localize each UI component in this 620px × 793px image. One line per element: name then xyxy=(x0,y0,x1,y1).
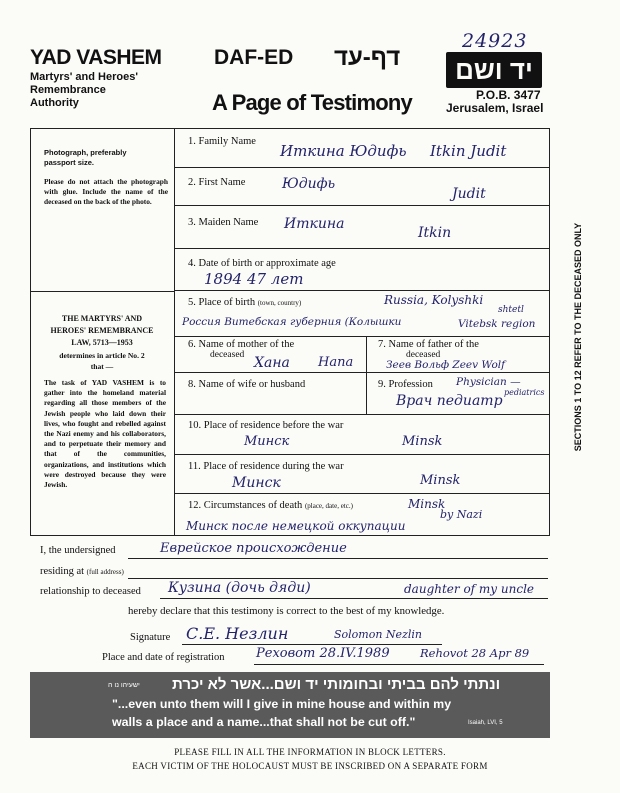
task-text: The task of YAD VASHEM is to gather into the homeland material regarding all those members of the Jewish people who laid down their lives, who fought and rebelled against the Nazi enemy and his collaborators, and to perpetuate their memory and that of the communities, organizations, and institutions which were destroyed because they were Jewish. xyxy=(44,378,166,490)
row-line-5 xyxy=(174,336,550,337)
pob: P.O.B. 3477 xyxy=(476,88,541,102)
maiden-name-value-ru[interactable]: Иткина xyxy=(284,216,345,232)
circumstances-value-ru[interactable]: Минск после немецкой оккупации xyxy=(186,519,406,533)
circumstances-value-en[interactable]: Minsk xyxy=(408,497,446,511)
isaiah-banner xyxy=(30,672,550,738)
residing-label-small: (full address) xyxy=(86,568,124,576)
footer-line2: EACH VICTIM OF THE HOLOCAUST MUST BE INSCRIBED ON A SEPARATE FORM xyxy=(132,761,488,771)
residence-before-war-label: 10. Place of residence before the war xyxy=(188,420,344,431)
law-line-2: HEROES' REMEMBRANCE xyxy=(50,326,154,335)
circumstances-value-en2[interactable]: by Nazi xyxy=(440,508,483,521)
row-line-8 xyxy=(174,454,550,455)
maiden-name-value-en[interactable]: Itkin xyxy=(418,225,452,241)
page-title: A Page of Testimony xyxy=(212,90,412,115)
relationship-label: relationship to deceased xyxy=(40,586,141,597)
relationship-value-ru[interactable]: Кузина (дочь дяди) xyxy=(168,580,311,596)
banner-hebrew-ref: ישעיהו נו ה xyxy=(108,682,140,689)
row-line-9 xyxy=(174,493,550,494)
mother-name-value-en[interactable]: Hana xyxy=(318,355,354,370)
row-line-4 xyxy=(174,290,550,291)
undersigned-label: I, the undersigned xyxy=(40,545,116,556)
serial-number: 24923 xyxy=(462,30,528,52)
place-of-birth-value-en[interactable]: Russia, Kolyshki xyxy=(384,293,484,307)
relationship-value-en[interactable]: daughter of my uncle xyxy=(404,582,535,596)
signature-underline xyxy=(182,644,442,645)
maiden-name-label: 3. Maiden Name xyxy=(188,217,259,228)
residing-underline xyxy=(128,578,548,579)
place-of-birth-value-ru[interactable]: Россия Витебская губерния (Колышки xyxy=(182,316,402,328)
circumstances-of-death-label xyxy=(188,500,353,511)
banner-line2: walls a place and a name...that shall not be cut off." xyxy=(112,715,416,729)
place-of-birth-value-en3[interactable]: Vitebsk region xyxy=(458,318,536,330)
date-of-birth-label: 4. Date of birth or approximate age xyxy=(188,258,336,269)
profession-value-en[interactable]: Physician — xyxy=(456,376,521,388)
org-sub3: Authority xyxy=(30,97,79,109)
place-of-birth-label xyxy=(188,297,301,308)
city: Jerusalem, Israel xyxy=(446,101,544,115)
mother-name-label-b: deceased xyxy=(210,350,245,360)
father-name-value[interactable]: Зеев Вольф Zeev Wolf xyxy=(386,359,506,371)
law-line-3: LAW, 5713—1953 xyxy=(71,338,133,347)
side-note-text: SECTIONS 1 TO 12 REFER TO THE DECEASED ONLY xyxy=(573,222,583,452)
residing-label xyxy=(40,566,124,577)
undersigned-value[interactable]: Еврейское происхождение xyxy=(160,541,347,556)
first-name-label: 2. First Name xyxy=(188,177,246,188)
mother-name-value-ru[interactable]: Хана xyxy=(254,355,290,371)
footer-line1: PLEASE FILL IN ALL THE INFORMATION IN BLOCK LETTERS. xyxy=(174,747,446,757)
profession-label: 9. Profession xyxy=(378,379,433,390)
org-sub1: Martyrs' and Heroes' xyxy=(30,71,138,83)
banner-line1: "...even unto them will I give in mine house and within my xyxy=(112,697,452,711)
residence-during-war-value-en[interactable]: Minsk xyxy=(420,473,461,488)
daf-ed-hebrew: דף-עד xyxy=(334,44,401,71)
father-name-label-a: 7. Name of father of the xyxy=(378,339,479,350)
photo-note: Please do not attach the photograph with glue. Include the name of the deceased on the back of the photo. xyxy=(44,177,168,207)
mid-divider xyxy=(366,336,367,414)
profession-value-en2[interactable]: pediatrics xyxy=(504,388,545,397)
org-name: YAD VASHEM xyxy=(30,46,162,69)
banner-ref: Isaiah, LVI, 5 xyxy=(468,720,503,726)
yad-vashem-logo xyxy=(446,52,542,88)
profession-value-ru[interactable]: Врач педиатр xyxy=(396,393,503,409)
place-of-birth-label-text: 5. Place of birth xyxy=(188,297,256,308)
undersigned-underline xyxy=(128,558,548,559)
relationship-underline xyxy=(160,598,548,599)
place-of-birth-value-en2[interactable]: shtetl xyxy=(498,305,524,315)
declare-text: hereby declare that this testimony is correct to the best of my knowledge. xyxy=(128,605,445,617)
row-line-2 xyxy=(174,205,550,206)
place-date-label: Place and date of registration xyxy=(102,652,225,663)
family-name-value-en[interactable]: Itkin Judit xyxy=(430,142,507,160)
daf-ed-title: DAF-ED xyxy=(214,46,294,69)
law-line-4: determines in article No. 2 xyxy=(59,351,145,360)
spouse-name-label: 8. Name of wife or husband xyxy=(188,379,306,390)
row-line-1 xyxy=(174,167,550,168)
logo-hebrew: יד ושם xyxy=(455,55,533,85)
row-line-3 xyxy=(174,248,550,249)
place-of-birth-label-small: (town, country) xyxy=(257,299,302,307)
place-date-underline xyxy=(254,664,544,665)
side-note xyxy=(560,200,583,480)
mother-name-label-a: 6. Name of mother of the xyxy=(188,339,295,350)
residing-label-text: residing at xyxy=(40,566,85,577)
row-line-6 xyxy=(174,372,550,373)
date-of-birth-value[interactable]: 1894 47 лет xyxy=(204,270,304,288)
signature-name[interactable]: Solomon Nezlin xyxy=(334,628,422,641)
residence-before-war-value-ru[interactable]: Минск xyxy=(244,434,290,449)
place-date-value-ru[interactable]: Реховот 28.IV.1989 xyxy=(256,646,390,661)
law-line-5: that — xyxy=(90,362,114,371)
residence-during-war-label: 11. Place of residence during the war xyxy=(188,461,344,472)
father-name-label-b: deceased xyxy=(406,350,441,360)
photo-label-2: passport size. xyxy=(44,158,95,167)
org-sub2: Remembrance xyxy=(30,84,106,96)
law-line-1: THE MARTYRS' AND xyxy=(61,314,143,323)
photo-label-1: Photograph, preferably xyxy=(44,148,127,157)
first-name-value-ru[interactable]: Юдифь xyxy=(282,176,336,192)
row-line-7 xyxy=(174,414,550,415)
circumstances-label-small: (place, date, etc.) xyxy=(304,502,353,510)
family-name-value-ru[interactable]: Иткина Юдифь xyxy=(280,142,407,160)
family-name-label: 1. Family Name xyxy=(188,136,256,147)
signature-value[interactable]: С.Е. Незлин xyxy=(186,624,289,643)
banner-hebrew-quote: ונתתי להם בביתי ובחומותי יד ושם...אשר לא יכרת xyxy=(172,676,501,693)
place-date-value-en[interactable]: Rehovot 28 Apr 89 xyxy=(420,646,530,660)
circumstances-label-text: 12. Circumstances of death xyxy=(188,500,303,511)
residence-before-war-value-en[interactable]: Minsk xyxy=(402,434,443,449)
left-column-divider xyxy=(174,128,175,536)
signature-label: Signature xyxy=(130,632,171,643)
first-name-value-en[interactable]: Judit xyxy=(452,186,486,202)
residence-during-war-value-ru[interactable]: Минск xyxy=(232,475,281,491)
photo-divider xyxy=(30,291,175,292)
